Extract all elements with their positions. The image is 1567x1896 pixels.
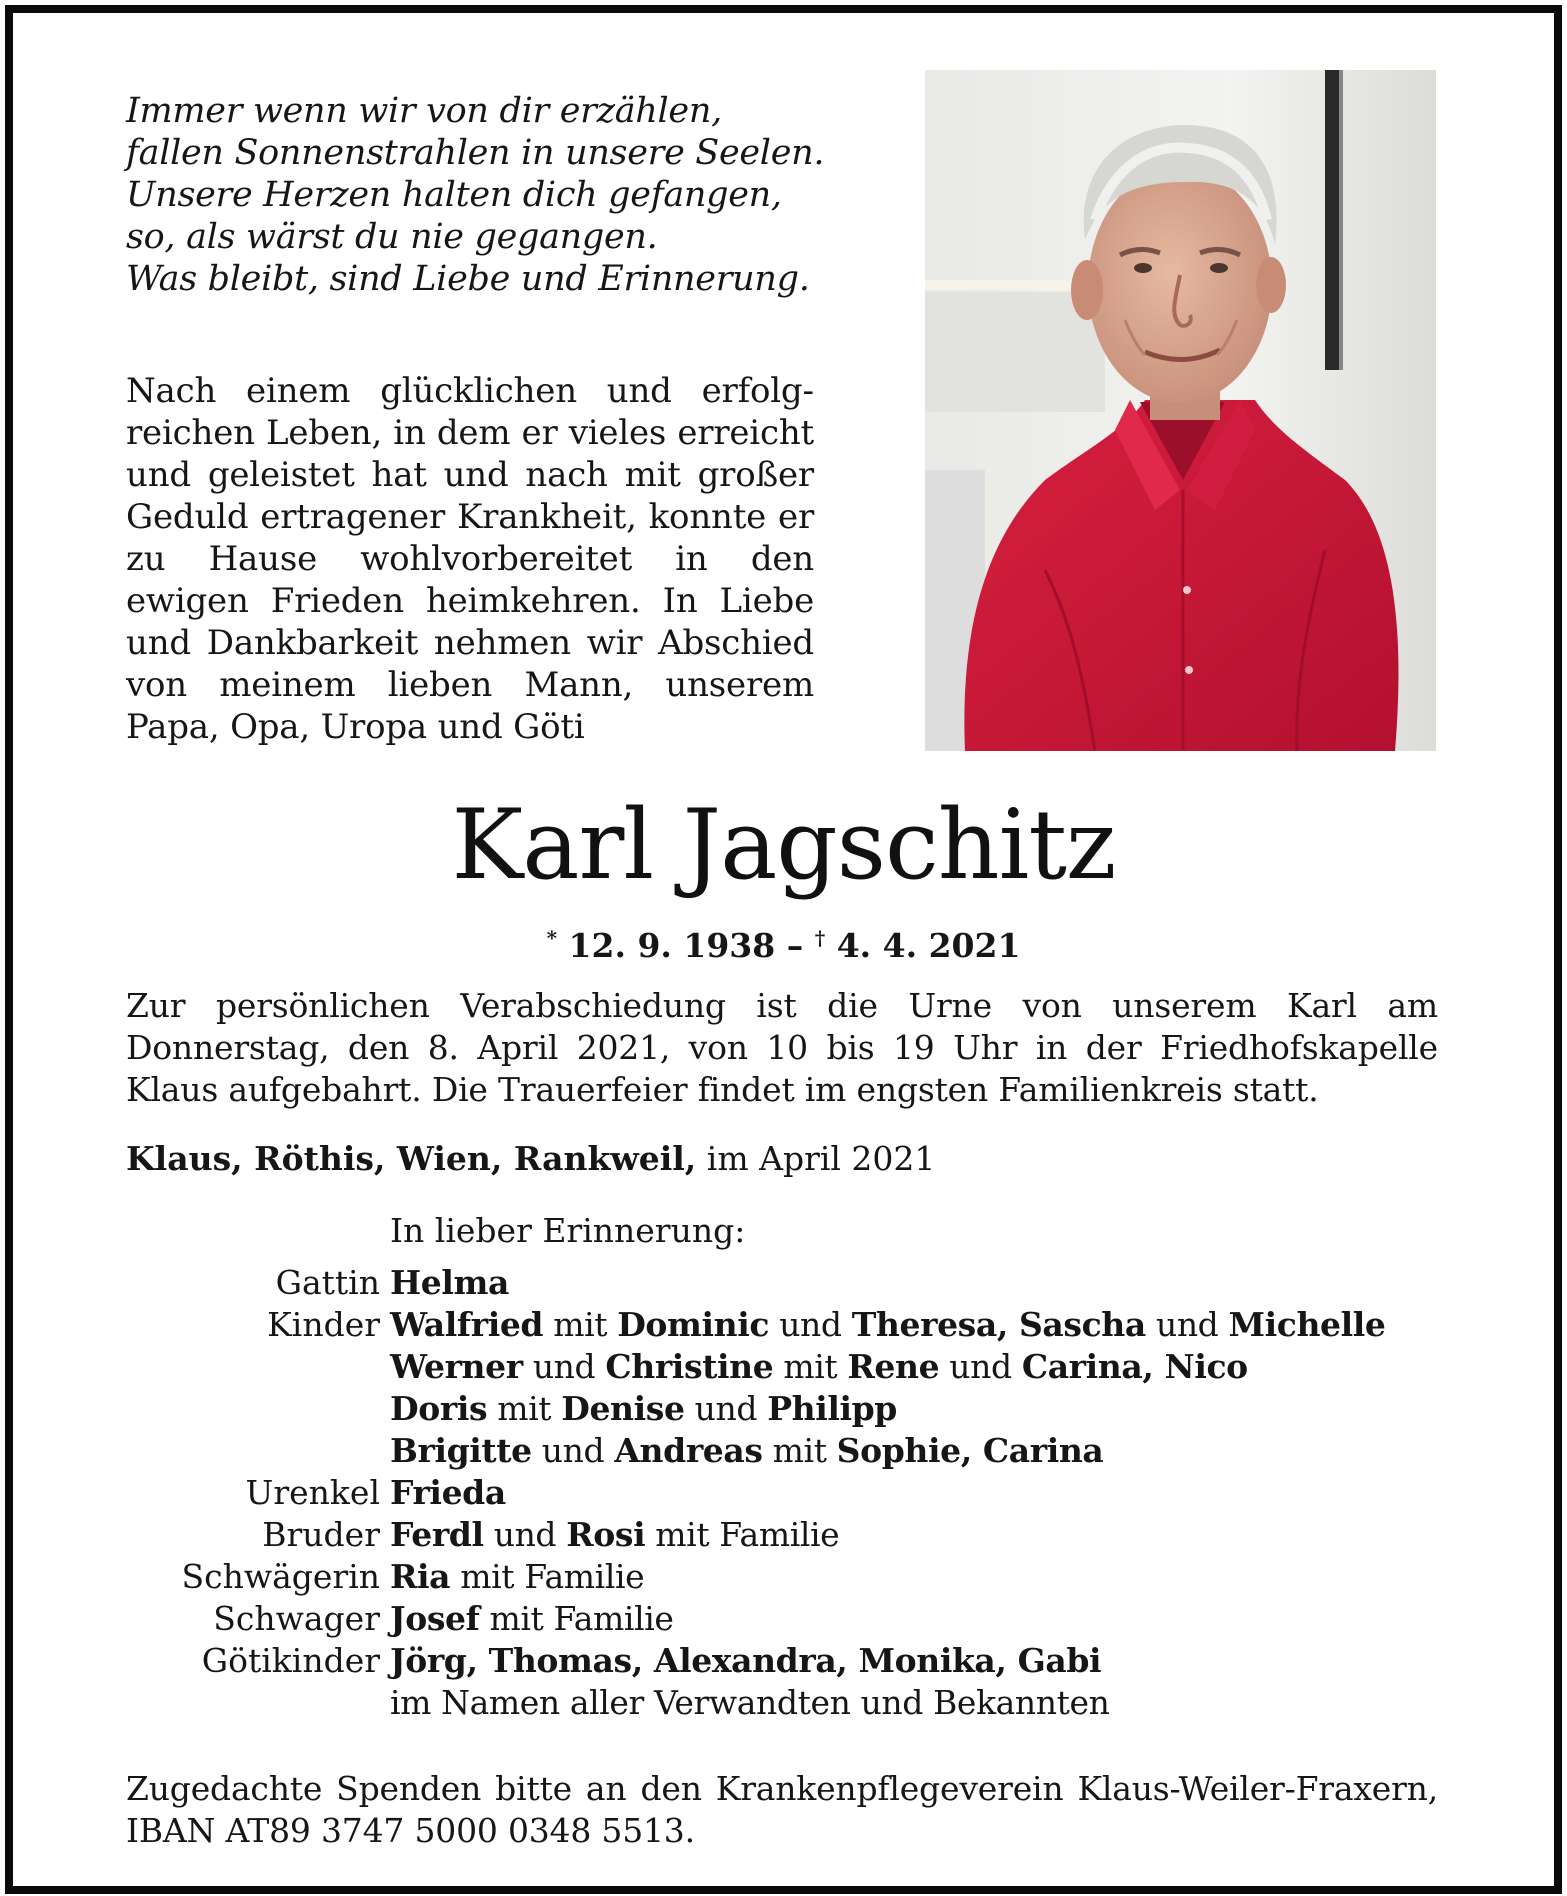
- death-symbol: †: [814, 926, 826, 950]
- mourner-line: [390, 1556, 1438, 1598]
- mourner-group: [126, 1598, 1438, 1640]
- portrait-photo: [925, 70, 1436, 751]
- mourner-name: Theresa, Sascha: [851, 1305, 1146, 1344]
- mourner-names: [390, 1262, 1438, 1304]
- mourner-name: Christine: [605, 1347, 774, 1386]
- mourner-name: Sophie, Carina: [836, 1431, 1104, 1470]
- death-date: 4. 4. 2021: [836, 926, 1021, 965]
- mourner-names: [390, 1514, 1438, 1556]
- funeral-notice: Zur persönlichen Verabschiedung ist die Urne von unserem Karl am Donnerstag, den 8. April 2021, von 10 bis 19 Uhr in der Friedhofskapelle Klaus aufgebahrt. Die Trauerfeier findet im engsten Familienkreis statt.: [126, 986, 1438, 1109]
- connector-text: mit: [487, 1389, 562, 1428]
- mourner-line: [390, 1640, 1438, 1682]
- relation-label: Gattin: [275, 1263, 380, 1302]
- mourners-list: [126, 1262, 1438, 1724]
- connector-text: und: [483, 1515, 567, 1554]
- mourner-line: [390, 1514, 1438, 1556]
- mourner-line: [390, 1388, 1438, 1430]
- mourner-line: [390, 1346, 1438, 1388]
- mourner-name: Frieda: [390, 1473, 506, 1512]
- mourner-line: [390, 1598, 1438, 1640]
- towns: Klaus, Röthis, Wien, Rankweil,: [126, 1139, 697, 1178]
- birth-symbol: *: [546, 926, 558, 950]
- connector-text: mit Familie: [479, 1599, 674, 1638]
- mourner-group: [126, 1262, 1438, 1304]
- mourner-name: Ferdl: [390, 1515, 484, 1554]
- mourner-name: Helma: [390, 1263, 510, 1302]
- mourner-group: [126, 1640, 1438, 1724]
- life-dates: [0, 918, 1567, 966]
- mourner-name: Doris: [390, 1389, 488, 1428]
- connector-text: und: [939, 1347, 1022, 1386]
- mourner-name: Jörg, Thomas, Alexandra, Monika, Gabi: [390, 1641, 1102, 1680]
- mourner-name: Ria: [390, 1557, 451, 1596]
- connector-text: mit: [762, 1431, 837, 1470]
- connector-text: mit Familie: [645, 1515, 840, 1554]
- connector-text: und: [1145, 1305, 1229, 1344]
- relation-label: Bruder: [262, 1515, 380, 1554]
- relation-label: Kinder: [267, 1305, 380, 1344]
- mourner-line: [390, 1472, 1438, 1514]
- mourner-name: Walfried: [390, 1305, 544, 1344]
- relation-label: Schwägerin: [181, 1557, 380, 1596]
- mourner-name: Josef: [390, 1599, 480, 1638]
- date-separator: –: [775, 926, 815, 965]
- mourner-name: Rosi: [566, 1515, 646, 1554]
- relation-label: Götikinder: [201, 1641, 380, 1680]
- connector-text: mit Familie: [450, 1557, 645, 1596]
- relation-label: Schwager: [213, 1599, 380, 1638]
- mourner-name: Brigitte: [390, 1431, 532, 1470]
- mourner-group: [126, 1304, 1438, 1472]
- connector-text: im Namen aller Verwandten und Bekannten: [390, 1683, 1110, 1722]
- relation-label: Urenkel: [245, 1473, 380, 1512]
- notice-date: im April 2021: [696, 1139, 936, 1178]
- mourner-line: [390, 1262, 1438, 1304]
- mourner-name: Carina, Nico: [1021, 1347, 1248, 1386]
- mourner-names: [390, 1598, 1438, 1640]
- mourner-names: [390, 1472, 1438, 1514]
- mourner-group: [126, 1556, 1438, 1598]
- memory-heading: In lieber Erinnerung:: [390, 1211, 746, 1250]
- mourner-group: [126, 1472, 1438, 1514]
- connector-text: mit: [543, 1305, 618, 1344]
- connector-text: und: [769, 1305, 852, 1344]
- mourner-name: Andreas: [614, 1431, 763, 1470]
- poem-line: so, als wärst du nie gegangen.: [126, 217, 658, 257]
- place-date-line: [126, 1138, 935, 1180]
- connector-text: und: [684, 1389, 768, 1428]
- mourner-name: Dominic: [617, 1305, 770, 1344]
- intro-paragraph: Nach einem glücklichen und erfolgreichen Leben, in dem er vieles erreicht und geleistet hat und nach mit großer Geduld ertragener Krankheit, konnte er zu Hause wohlvorbereitet in den ewigen Frieden heimkehren. In Liebe und Dankbarkeit nehmen wir Abschied von meinem lieben Mann, unserem Papa, Opa, Uropa und Göti: [126, 371, 814, 747]
- deceased-name: Karl Jagschitz: [451, 789, 1116, 901]
- donation-notice: Zugedachte Spenden bitte an den Krankenpflegeverein Klaus-Weiler-Fraxern, IBAN AT89 3747 5000 0348 5513.: [126, 1769, 1438, 1850]
- mourner-name: Michelle: [1228, 1305, 1386, 1344]
- poem-line: Was bleibt, sind Liebe und Erinnerung.: [126, 259, 810, 299]
- mourner-name: Rene: [847, 1347, 940, 1386]
- mourner-names: [390, 1640, 1438, 1724]
- connector-text: mit: [773, 1347, 848, 1386]
- mourner-name: Philipp: [767, 1389, 897, 1428]
- mourner-line: [390, 1682, 1438, 1724]
- mourner-line: [390, 1430, 1438, 1472]
- birth-date: 12. 9. 1938: [568, 926, 776, 965]
- mourner-group: [126, 1514, 1438, 1556]
- connector-text: und: [522, 1347, 606, 1386]
- mourner-names: [390, 1304, 1438, 1472]
- poem-line: Unsere Herzen halten dich gefangen,: [126, 175, 782, 215]
- mourner-names: [390, 1556, 1438, 1598]
- mourner-name: Denise: [561, 1389, 685, 1428]
- mourner-line: [390, 1304, 1438, 1346]
- poem-line: fallen Sonnenstrahlen in unsere Seelen.: [126, 133, 825, 173]
- poem-line: Immer wenn wir von dir erzählen,: [126, 91, 722, 131]
- mourner-name: Werner: [390, 1347, 523, 1386]
- poem: [126, 90, 824, 300]
- connector-text: und: [531, 1431, 615, 1470]
